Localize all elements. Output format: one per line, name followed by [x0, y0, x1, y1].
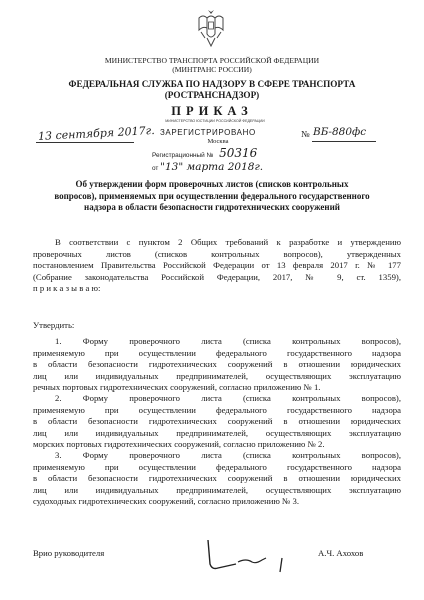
- paragraph-line: лиц или индивидуальных предпринимателей, осуществляющих эксплуатацию: [33, 484, 401, 495]
- signatory-position: Врио руководителя: [33, 548, 105, 558]
- order-number-label: №: [301, 129, 310, 139]
- order-item-3: [33, 450, 401, 508]
- document-title-line: вопросов), применяемых при осуществлении федерального государственного: [54, 190, 370, 201]
- registration-date-row: [152, 161, 263, 173]
- registration-date: "13" марта 2018г.: [160, 161, 264, 173]
- paragraph-line: применяемую при осуществлении федерального государственного надзора: [33, 404, 401, 415]
- paragraph-line: в области безопасности гидротехнических сооружений в отношении юридических: [33, 359, 401, 370]
- ministry-name: МИНИСТЕРСТВО ТРАНСПОРТА РОССИЙСКОЙ ФЕДЕРАЦИИ: [104, 56, 320, 65]
- paragraph-line: 2. Форму проверочного листа (списка контрольных вопросов),: [55, 393, 401, 403]
- document-type: ПРИКАЗ: [171, 104, 253, 118]
- document-title-line: надзора в области безопасности гидротехнических сооружений: [84, 202, 340, 212]
- paragraph-line: лиц или индивидуальных предпринимателей, осуществляющих эксплуатацию: [33, 370, 401, 381]
- stamp-organization: МИНИСТЕРСТВО ЮСТИЦИИ РОССИЙСКОЙ ФЕДЕРАЦИИ: [165, 119, 265, 123]
- paragraph-line: В соответствии с пунктом 2 Общих требований к разработке и утверждению: [55, 237, 401, 247]
- paragraph-line: лиц или индивидуальных предпринимателей, осуществляющих эксплуатацию: [33, 427, 401, 438]
- paragraph-line: речных портовых гидротехнических сооружений, согласно приложению № 1.: [33, 382, 321, 393]
- registration-stamp: [152, 128, 284, 173]
- order-number: ВБ-880фс: [313, 126, 367, 138]
- paragraph-line: применяемую при осуществлении федерального государственного надзора: [33, 347, 401, 358]
- paragraph-line: морских портовых гидротехнических сооружений, согласно приложению № 2.: [33, 439, 325, 450]
- handwritten-signature: [196, 536, 296, 576]
- paragraph-line: судоходных гидротехнических сооружений, согласно приложению № 3.: [33, 496, 300, 507]
- agency-name: ФЕДЕРАЛЬНАЯ СЛУЖБА ПО НАДЗОРУ В СФЕРЕ ТРАНСПОРТА: [68, 79, 356, 89]
- preamble-paragraph: [33, 237, 401, 295]
- paragraph-line: в области безопасности гидротехнических сооружений в отношении юридических: [33, 416, 401, 427]
- ministry-short-name: (МИНТРАНС РОССИИ): [172, 65, 252, 74]
- order-item-2: [33, 393, 401, 451]
- order-date: 13 сентября 2017г.: [37, 123, 155, 144]
- document-title: [30, 179, 394, 214]
- coat-of-arms-icon: [195, 8, 227, 48]
- paragraph-line: 3. Форму проверочного листа (списка контрольных вопросов),: [55, 450, 401, 460]
- registration-city: Москва: [207, 138, 229, 145]
- registration-title: ЗАРЕГИСТРИРОВАНО: [160, 128, 256, 137]
- order-item-1: [33, 336, 401, 394]
- paragraph-line: постановлением Правительства Российской Федерации от 13 февраля 2017 г. № 177: [33, 260, 401, 271]
- signatory-name: А.Ч. Ахохов: [318, 548, 364, 558]
- paragraph-line: проверочных листов (списков контрольных вопросов), утвержденных: [33, 248, 401, 259]
- registration-date-prefix: от: [152, 165, 159, 172]
- paragraph-line: применяемую при осуществлении федерального государственного надзора: [33, 461, 401, 472]
- paragraph-line: (Собрание законодательства Российской Федерации, 2017, № 9, ст. 1359),: [33, 271, 401, 282]
- registration-number-label: Регистрационный №: [152, 152, 214, 159]
- registration-number-row: [152, 146, 257, 160]
- registration-number: 50316: [219, 146, 258, 160]
- approve-label: Утвердить:: [33, 320, 75, 330]
- agency-short-name: (РОСТРАНСНАДЗОР): [164, 90, 260, 100]
- paragraph-line: в области безопасности гидротехнических сооружений в отношении юридических: [33, 473, 401, 484]
- paragraph-line: 1. Форму проверочного листа (списка контрольных вопросов),: [55, 336, 401, 346]
- paragraph-line: п р и к а з ы в а ю:: [33, 283, 101, 294]
- document-title-line: Об утверждении форм проверочных листов (списков контрольных: [75, 179, 349, 189]
